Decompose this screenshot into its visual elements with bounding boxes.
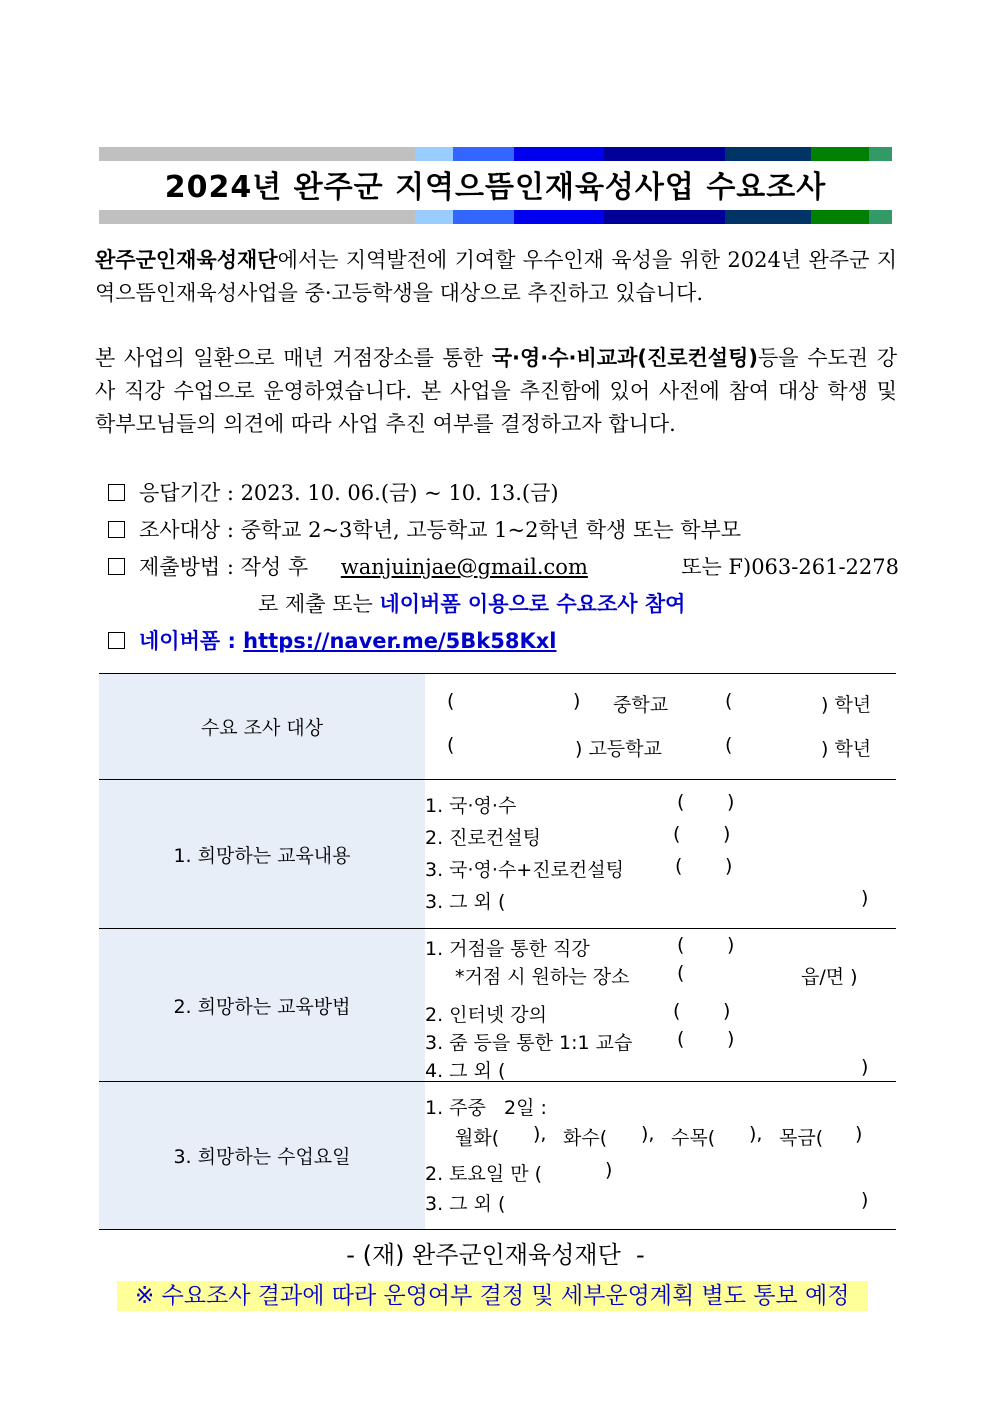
- bar-segment: [415, 147, 453, 161]
- paren: ): [855, 1122, 863, 1145]
- paren: ): [861, 1188, 869, 1211]
- option-text: 1. 거점을 통한 직강: [425, 938, 590, 960]
- bar-segment: [811, 147, 869, 161]
- bottom-color-bar: [99, 210, 892, 224]
- option-text: 3. 그 외 (: [425, 1192, 506, 1215]
- option-text: 3. 국·영·수+진로컨설팅: [425, 859, 624, 881]
- checkbox-icon: [108, 558, 125, 575]
- paren: ): [723, 1000, 731, 1022]
- paren: ): [861, 887, 869, 909]
- bar-segment: [514, 210, 604, 224]
- option-text: 4. 그 외 (: [425, 1060, 506, 1082]
- survey-table: [99, 673, 896, 1230]
- bar-segment: [99, 147, 415, 161]
- row-label: 3. 희망하는 수업요일: [99, 1082, 425, 1230]
- naver-form-line: [108, 626, 556, 656]
- target-options: [425, 674, 896, 780]
- option-text: 1. 주중 2일 :: [425, 1096, 547, 1119]
- option-text: *거점 시 원하는 장소: [455, 966, 630, 988]
- bar-segment: [811, 210, 869, 224]
- paren: (: [675, 855, 683, 877]
- row-label: 1. 희망하는 교육내용: [99, 780, 425, 929]
- intro-text-2a: 본 사업의 일환으로 매년 거점장소를 통한: [95, 346, 492, 370]
- survey-target-text: 조사대상 : 중학교 2~3학년, 고등학교 1~2학년 학생 또는 학부모: [139, 518, 742, 542]
- footer-org: - (재) 완주군인재육성재단 -: [346, 1241, 645, 1269]
- bar-segment: [453, 210, 514, 224]
- grade-label: ) 학년: [821, 693, 872, 716]
- naver-form-link[interactable]: https://naver.me/5Bk58Kxl: [243, 629, 557, 653]
- top-color-bar: [99, 147, 892, 161]
- intro-paragraph-2: [95, 342, 897, 441]
- submission-method-cont: [258, 589, 685, 619]
- middle-school-label: 중학교: [613, 693, 669, 716]
- bar-segment: [415, 210, 453, 224]
- paren: ): [861, 1056, 869, 1078]
- content-options: [425, 780, 896, 929]
- fax-number: 또는 F)063-261-2278: [681, 555, 899, 579]
- grade-label: ) 학년: [821, 737, 872, 760]
- place-unit: 읍/면 ): [801, 966, 858, 988]
- table-row: [99, 1082, 896, 1230]
- row-label: 2. 희망하는 교육방법: [99, 929, 425, 1082]
- paren: (: [673, 823, 681, 845]
- intro-paragraph-1: [95, 244, 897, 310]
- submission-method: [108, 552, 898, 582]
- paren: ): [727, 934, 735, 956]
- bar-segment: [604, 147, 725, 161]
- option-text: 3. 그 외 (: [425, 891, 506, 913]
- day-option: 화수(: [563, 1126, 608, 1149]
- day-options: [425, 1082, 896, 1230]
- bar-segment: [514, 147, 604, 161]
- survey-target: [108, 515, 741, 545]
- paren: ): [573, 689, 581, 712]
- paren: ),: [641, 1122, 655, 1145]
- bar-segment: [453, 147, 514, 161]
- submission-method-label: 제출방법 : 작성 후: [139, 555, 309, 579]
- intro-text-1: 에서는 지역발전에 기여할 우수인재 육성을 위한 2024년 완주군 지역으뜸인재육성사업을 중·고등학생을 대상으로 추진하고 있습니다.: [95, 248, 897, 305]
- day-option: 수목(: [671, 1126, 716, 1149]
- intro-text-2b: 등을 수도권 강사 직강 수업으로 운영하였습니다. 본 사업을 추진함에 있어 사전에 참여 대상 학생 및 학부모님들의 의견에 따라 사업 추진 여부를 결정하고자 합니다.: [95, 346, 897, 436]
- bar-segment: [99, 210, 415, 224]
- footer-note: ※ 수요조사 결과에 따라 운영여부 결정 및 세부운영계획 별도 통보 예정: [117, 1281, 868, 1311]
- day-option: 목금(: [779, 1126, 824, 1149]
- paren: ): [727, 1028, 735, 1050]
- response-period-text: 응답기간 : 2023. 10. 06.(금) ~ 10. 13.(금): [139, 481, 559, 505]
- option-text: 2. 진로컨설팅: [425, 827, 541, 849]
- day-option: 월화(: [455, 1126, 500, 1149]
- table-row: [99, 780, 896, 929]
- checkbox-icon: [108, 632, 125, 649]
- checkbox-icon: [108, 521, 125, 538]
- paren: (: [677, 934, 685, 956]
- paren: (: [677, 962, 685, 984]
- option-text: 2. 인터넷 강의: [425, 1004, 547, 1026]
- paren: (: [677, 791, 685, 813]
- naver-form-label: 네이버폼 :: [139, 629, 244, 653]
- row-label: 수요 조사 대상: [99, 674, 425, 780]
- high-school-label: ) 고등학교: [575, 737, 662, 760]
- document-title: 2024년 완주군 지역으뜸인재육성사업 수요조사: [164, 170, 827, 205]
- paren: ): [605, 1158, 613, 1181]
- bar-segment: [725, 210, 811, 224]
- table-row: [99, 674, 896, 780]
- paren: (: [673, 1000, 681, 1022]
- response-period: [108, 478, 559, 508]
- submission-cont-text: 로 제출 또는: [258, 592, 380, 616]
- paren: ): [723, 823, 731, 845]
- bar-segment: [869, 210, 892, 224]
- table-row: [99, 929, 896, 1082]
- paren: ),: [533, 1122, 547, 1145]
- option-text: 3. 줌 등을 통한 1:1 교습: [425, 1032, 633, 1054]
- subjects-bold: 국·영·수·비교과(진로컨설팅): [491, 346, 758, 370]
- paren: (: [447, 733, 455, 756]
- paren: ): [725, 855, 733, 877]
- naver-form-highlight: 네이버폼 이용으로 수요조사 참여: [379, 592, 686, 616]
- org-name: 완주군인재육성재단: [95, 248, 278, 272]
- paren: (: [447, 689, 455, 712]
- email-link[interactable]: wanjuinjae@gmail.com: [340, 555, 588, 579]
- paren: ),: [749, 1122, 763, 1145]
- method-options: [425, 929, 896, 1082]
- paren: (: [725, 689, 733, 712]
- paren: ): [727, 791, 735, 813]
- paren: (: [725, 733, 733, 756]
- bar-segment: [604, 210, 725, 224]
- option-text: 1. 국·영·수: [425, 795, 517, 817]
- bar-segment: [725, 147, 811, 161]
- checkbox-icon: [108, 484, 125, 501]
- paren: (: [677, 1028, 685, 1050]
- option-text: 2. 토요일 만 (: [425, 1162, 543, 1185]
- bar-segment: [869, 147, 892, 161]
